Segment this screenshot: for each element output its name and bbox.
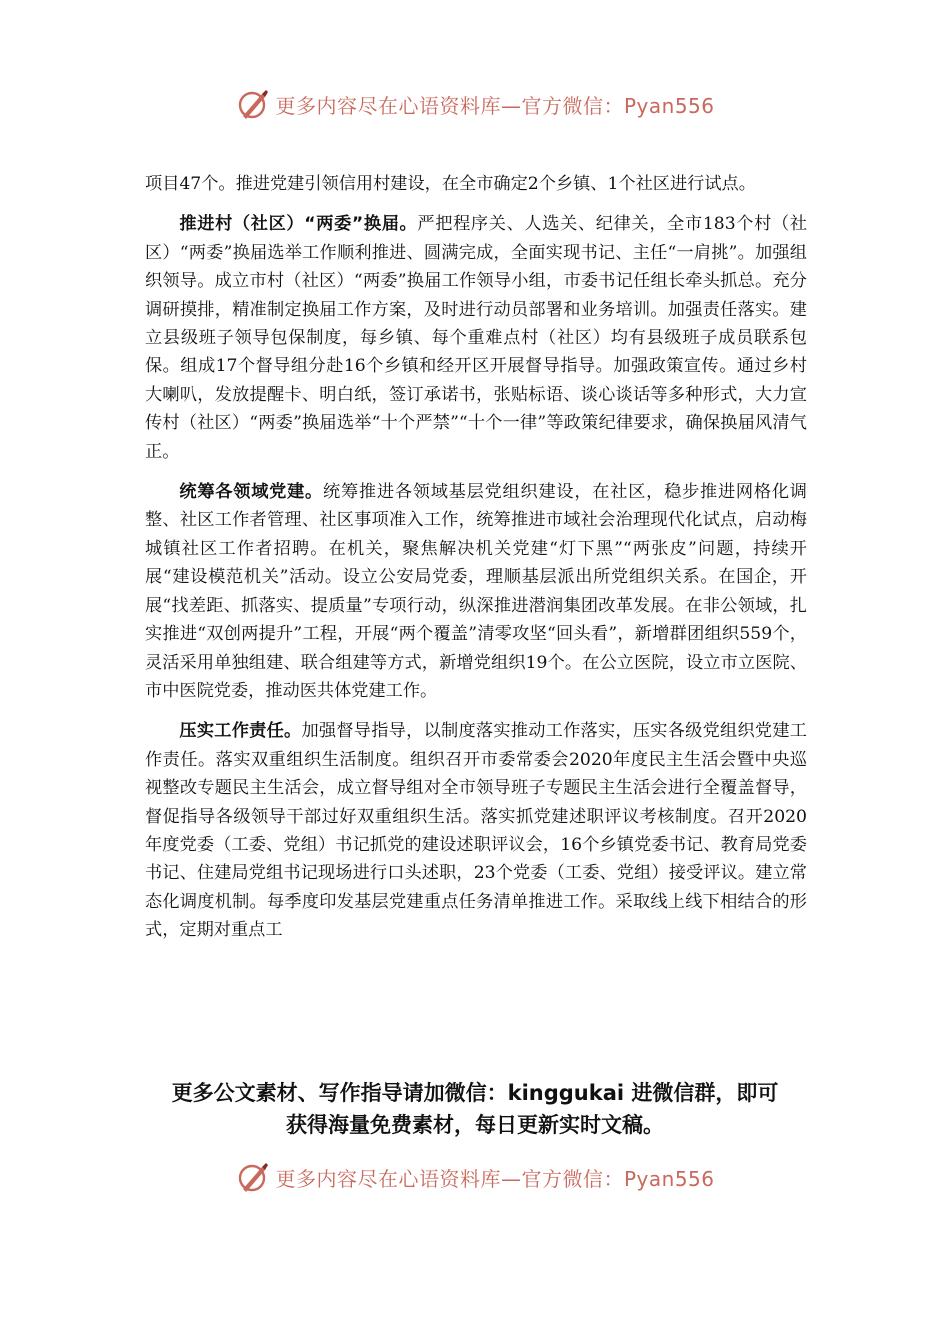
header-banner bbox=[0, 84, 950, 124]
banner-wechat-id: Pyan556 bbox=[623, 1166, 715, 1191]
intro-paragraph: 项目47个。推进党建引领信用村建设，在全市确定2个乡镇、1个社区进行试点。 bbox=[145, 174, 756, 194]
section-text: 加强督导指导，以制度落实推动工作落实，压实各级党组织党建工作责任。落实双重组织生活制度。组织召开市委常委会2020年度民主生活会暨中央巡视整改专题民主生活会，成立督导组对全市领导班子专题民主生活会进行全覆盖督导，督促指导各级领导干部过好双重组织生活。落实抓党建述职评议考核制度。召开2020年度党委（工委、党组）书记抓党的建设述职评议会，16个乡镇党委书记、教育局党委书记、住建局党组书记现场进行口头述职，23个党委（工委、党组）接受评议。建立常态化调度机制。每季度印发基层党建重点任务清单推进工作。采取线上线下相结合的形式，定期对重点工 bbox=[145, 721, 807, 941]
banner-wechat-id: Pyan556 bbox=[623, 93, 715, 118]
banner-title: 更多内容尽在心语资料库—官方微信：Pyan556 bbox=[275, 1166, 715, 1191]
banner-title: 更多内容尽在心语资料库—官方微信：Pyan556 bbox=[275, 93, 715, 118]
footer-banner bbox=[0, 1157, 950, 1197]
banner-separator: — bbox=[500, 1166, 522, 1191]
document-body bbox=[145, 170, 807, 945]
section-text: 统筹推进各领域基层党组织建设，在社区，稳步推进网格化调整、社区工作者管理、社区事项准入工作，统筹推进市域社会治理现代化试点，启动梅城镇社区工作者招聘。在机关，聚焦解决机关党建“灯下黑”“两张皮”问题，持续开展“建设模范机关”活动。设立公安局党委，理顺基层派出所党组织关系。在国企，开展“找差距、抓落实、提质量”专项行动，纵深推进潜润集团改革发展。在非公领域，扎实推进“双创两提升”工程，开展“两个覆盖”清零攻坚“回头看”，新增群团组织559个，灵活采用单独组建、联合组建等方式，新增党组织19个。在公立医院，设立市立医院、市中医院党委，推动医共体党建工作。 bbox=[145, 482, 807, 701]
section-paragraph bbox=[145, 210, 807, 466]
section-text: 严把程序关、人选关、纪律关，全市183个村（社区）“两委”换届选举工作顺利推进、圆满完成，全面实现书记、主任“一肩挑”。加强组织领导。成立市村（社区）“两委”换届工作领导小组，市委书记任组长牵头抓总。充分调研摸排，精准制定换届工作方案，及时进行动员部署和业务培训。加强责任落实。建立县级班子领导包保制度，每乡镇、每个重难点村（社区）均有县级班子成员联系包保。组成17个督导组分赴16个乡镇和经开区开展督导指导。加强政策宣传。通过乡村大喇叭，发放提醒卡、明白纸，签订承诺书，张贴标语、谈心谈话等多种形式，大力宣传村（社区）“两委”换届选举“十个严禁”“十个一律”等政策纪律要求，确保换届风清气正。 bbox=[145, 214, 808, 462]
section-heading: 推进村（社区）“两委”换届。 bbox=[179, 214, 418, 235]
promo-line-2: 获得海量免费素材，每日更新实时文稿。 bbox=[286, 1113, 664, 1137]
section-paragraph bbox=[145, 478, 807, 705]
section-heading: 压实工作责任。 bbox=[179, 721, 302, 742]
section-paragraph bbox=[145, 717, 807, 944]
pen-logo-icon bbox=[235, 86, 271, 122]
promo-line-1: 更多公文素材、写作指导请加微信：kinggukai 进微信群，即可 bbox=[171, 1081, 779, 1105]
section-heading: 统筹各领域党建。 bbox=[179, 482, 324, 503]
banner-separator: — bbox=[500, 93, 522, 118]
promo-notice bbox=[125, 1077, 825, 1141]
pen-logo-icon bbox=[235, 1159, 271, 1195]
